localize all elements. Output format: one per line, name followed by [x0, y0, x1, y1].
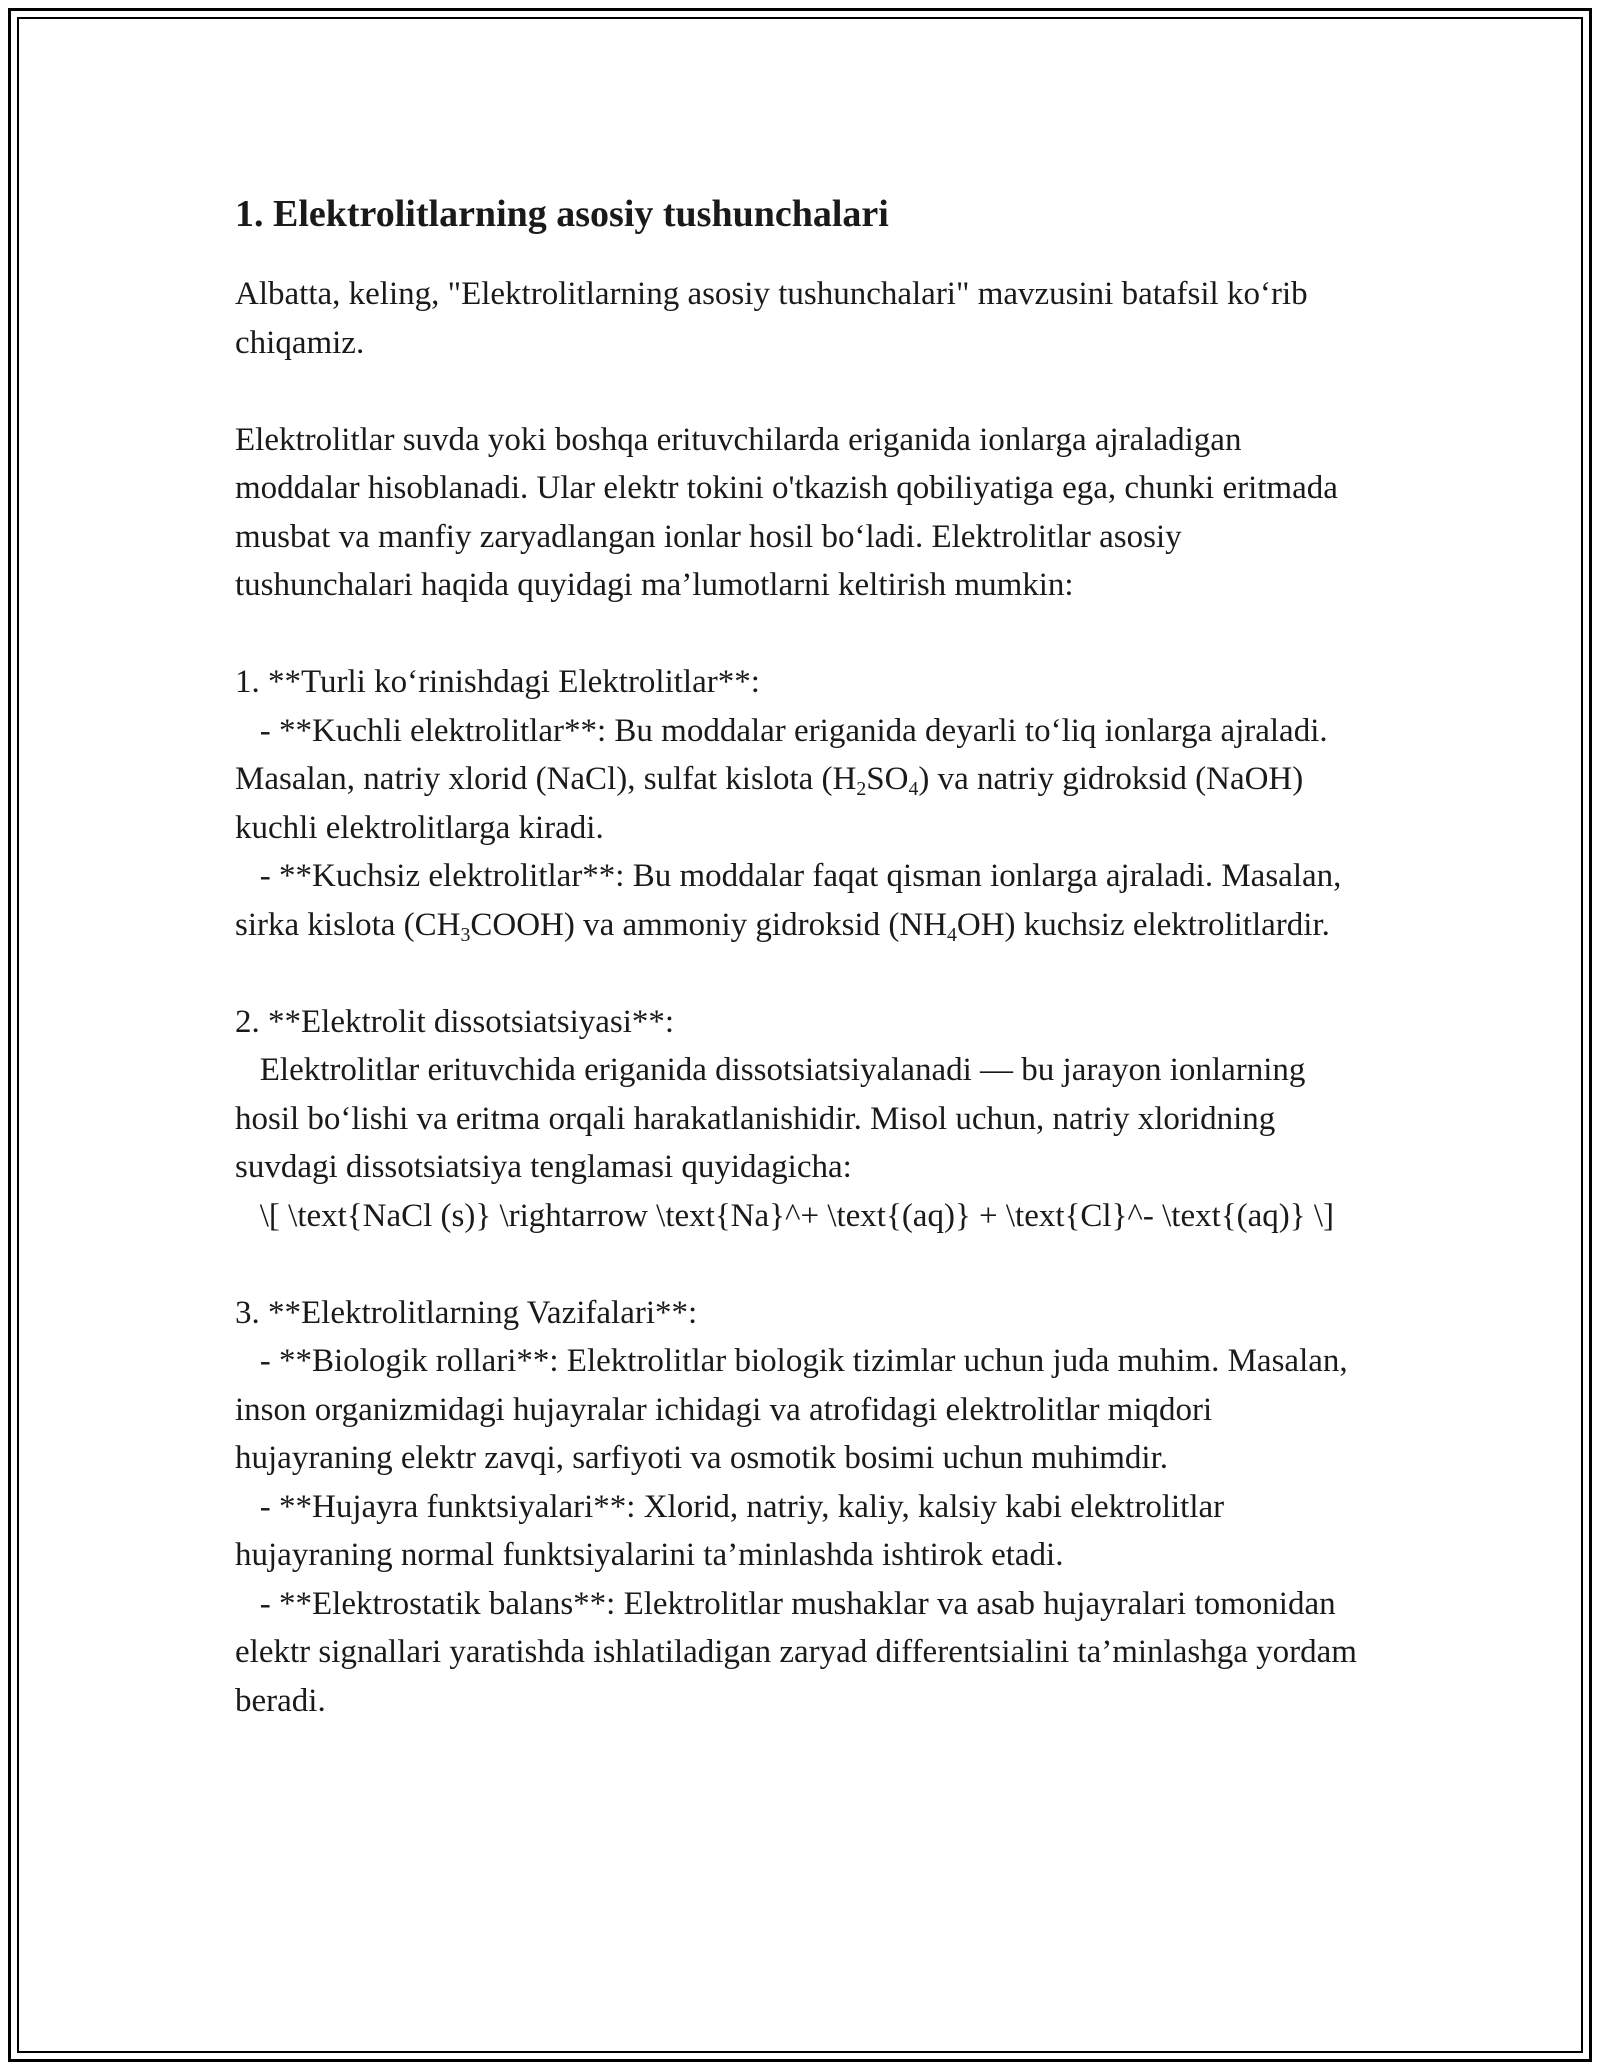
paragraph-gap [235, 1240, 1365, 1289]
definition-paragraph: Elektrolitlar suvda yoki boshqa erituvchilarda eriganida ionlarga ajraladigan moddalar hisoblanadi. Ular elektr tokini o'tkazish qobiliyatiga ega, chunki eritmada musbat va manfiy zaryadlangan ionlar hosil bo‘ladi. Elektrolitlar asosiy tushunchalari haqida quyidagi ma’lumotlarni keltirish mumkin: [235, 421, 1347, 603]
page-title: 1. Elektrolitlarning asosiy tushunchalari [235, 193, 889, 235]
intro-paragraph: Albatta, keling, "Elektrolitlarning asosiy tushunchalari" mavzusini batafsil ko‘rib chiqamiz. [235, 276, 1316, 361]
electrostatic-balance-item: - **Elektrostatik balans**: Elektrolitlar mushaklar va asab hujayralari tomonidan elektr signallari yaratishda ishlatiladigan zaryad differentsialini ta’minlashga yordam beradi. [235, 1585, 1366, 1719]
dissociation-equation: \[ \text{NaCl (s)} \rightarrow \text{Na}^+ \text{(aq)} + \text{Cl}^- \text{(aq)} \] [235, 1197, 1334, 1234]
strong-subscript-2: 4 [908, 777, 919, 800]
dissociation-paragraph: Elektrolitlar erituvchida eriganida dissotsiatsiyalanadi — bu jarayon ionlarning hosil bo‘lishi va eritma orqali harakatlanishidir. Misol uchun, natriy xloridning suvdagi dissotsiatsiya tenglamasi quyidagicha: [235, 1052, 1314, 1185]
weak-text-3: OH) kuchsiz elektrolitlardir. [956, 906, 1330, 943]
strong-electrolytes-item [235, 707, 1365, 853]
section2-heading: 2. **Elektrolit dissotsiatsiyasi**: [235, 1003, 675, 1040]
strong-text-3: ) va natriy gidroksid (NaOH) kuchli elektrolitlarga kiradi. [235, 761, 1312, 846]
strong-subscript-1: 2 [856, 777, 867, 800]
weak-electrolytes-item [235, 852, 1365, 949]
document-body [235, 188, 1365, 1725]
paragraph-gap [235, 367, 1365, 416]
paragraph-gap [235, 949, 1365, 998]
strong-text-2: SO [866, 761, 909, 797]
section3-heading: 3. **Elektrolitlarning Vazifalari**: [235, 1294, 698, 1331]
strong-text-1: - **Kuchli elektrolitlar**: Bu moddalar eriganida deyarli to‘liq ionlarga ajraladi. Masalan, natriy xlorid (NaCl), sulfat kislota (H [235, 712, 1336, 797]
weak-text-2: COOH) va ammoniy gidroksid (NH [470, 906, 947, 943]
cell-functions-item: - **Hujayra funktsiyalari**: Xlorid, natriy, kaliy, kalsiy kabi elektrolitlar hujayraning normal funktsiyalarini ta’minlashda ishtirok etadi. [235, 1488, 1233, 1573]
section1-heading: 1. **Turli ko‘rinishdagi Elektrolitlar**: [235, 664, 760, 700]
paragraph-gap [235, 610, 1365, 659]
biological-roles-item: - **Biologik rollari**: Elektrolitlar biologik tizimlar uchun juda muhim. Masalan, inson organizmidagi hujayralar ichidagi va atrofidagi elektrolitlar miqdori hujayraning elektr zavqi, sarfiyoti va osmotik bosimi uchun muhimdir. [235, 1343, 1356, 1476]
weak-subscript-2: 4 [947, 923, 957, 946]
weak-text-1: - **Kuchsiz elektrolitlar**: Bu moddalar faqat qisman ionlarga ajraladi. Masalan, sirka kislota (CH [235, 858, 1350, 943]
weak-subscript-1: 3 [460, 923, 471, 946]
